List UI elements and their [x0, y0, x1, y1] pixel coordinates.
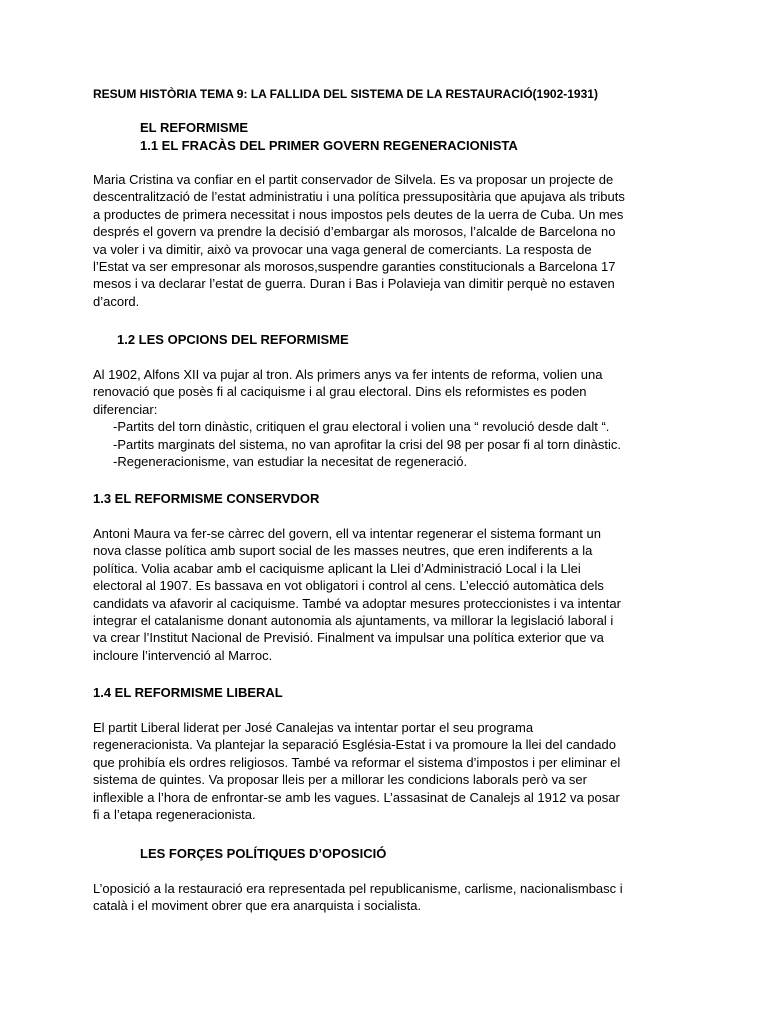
text-line: electoral al 1907. Es bassava en vot obligatori i control al cens. L’elecció automàtica dels — [93, 578, 604, 594]
section-heading-1-4: 1.4 EL REFORMISME LIBERAL — [93, 685, 283, 700]
text-line: mesos i va declarar l’estat de guerra. Duran i Bas i Polavieja van dimitir perquè no estaven — [93, 276, 615, 292]
text-line: Al 1902, Alfons XII va pujar al tron. Als primers anys va fer intents de reforma, volien una — [93, 367, 603, 382]
text-line: Maria Cristina va confiar en el partit conservador de Silvela. Es va proposar un projecte de — [93, 172, 614, 187]
paragraph-1-2 — [93, 366, 683, 470]
text-line: El partit Liberal liderat per José Canalejas va intentar portar el seu programa — [93, 720, 534, 735]
text-line: diferenciar: — [93, 401, 158, 417]
text-line: inflexible a l’hora de enfrontar-se amb les vagues. L’assasinat de Canalejs al 1912 va posar — [93, 789, 620, 805]
text-line: integrar el catalanisme donant autonomia als ajuntaments, va millorar la legislació laboral i — [93, 613, 614, 629]
text-line: que prohibía els ordres religiosos. També va reformar el sistema d’impostos i per eliminar el — [93, 754, 621, 770]
section-heading-reformisme: EL REFORMISME — [140, 120, 249, 135]
section-heading-1-3: 1.3 EL REFORMISME CONSERVDOR — [93, 491, 320, 506]
text-line: nova classe política amb suport social de les masses neutres, que eren indiferents a la — [93, 543, 593, 559]
text-line: incloure l’intervenció al Marroc. — [93, 647, 273, 663]
text-line: candidats va afavorir al caciquisme. També va adoptar mesures proteccionistes i va intentar — [93, 595, 621, 611]
section-heading-oposicio: LES FORÇES POLÍTIQUES D’OPOSICIÓ — [140, 846, 387, 861]
text-line: sistema de quintes. Va proposar lleis per a millorar les condicions laborals però va ser — [93, 772, 587, 788]
text-line: va crear l’Institut Nacional de Previsió. Finalment va impulsar una política exterior que va — [93, 630, 604, 646]
text-line: L’oposició a la restauració era representada pel republicanisme, carlisme, nacionalismbasc i — [93, 881, 623, 896]
text-line: regeneracionista. Va plantejar la separació Església-Estat i va promoure la llei del candado — [93, 737, 616, 753]
text-line: política. Volia acabar amb el caciquisme aplicant la Llei d’Administració Local i la Llei — [93, 560, 581, 576]
text-line: d’acord. — [93, 293, 140, 309]
list-item: -Regeneracionisme, van estudiar la necesitat de regeneració. — [113, 454, 468, 470]
paragraph-oposicio — [93, 880, 683, 915]
text-line: Antoni Maura va fer-se càrrec del govern, ell va intentar regenerar el sistema formant un — [93, 526, 601, 541]
paragraph-1-3 — [93, 525, 683, 664]
text-line: català i el moviment obrer que era anarquista i socialista. — [93, 898, 422, 914]
list-item: -Partits marginats del sistema, no van aprofitar la crisi del 98 per posar fi al torn dinàstic. — [113, 436, 621, 452]
paragraph-1-4 — [93, 719, 683, 823]
document-title: RESUM HISTÒRIA TEMA 9: LA FALLIDA DEL SISTEMA DE LA RESTAURACIÓ(1902-1931) — [93, 87, 598, 101]
paragraph-1-1 — [93, 171, 683, 310]
text-line: va voler i va dimitir, això va provocar una vaga general de comerciants. La resposta de — [93, 241, 592, 257]
text-line: fi a l’etapa regeneracionista. — [93, 807, 256, 823]
text-line: renovació que posès fi al caciquisme i al grau electoral. Dins els reformistes es poden — [93, 384, 587, 400]
text-line: descentralització de l’estat administratiu i una política pressupositària que apujava als tributs — [93, 189, 625, 205]
list-item: -Partits del torn dinàstic, critiquen el grau electoral i volien una “ revolució desde dalt “. — [113, 419, 610, 435]
text-line: a productes de primera necessitat i nous impostos pels deutes de la uerra de Cuba. Un mes — [93, 206, 624, 222]
section-heading-1-1: 1.1 EL FRACÀS DEL PRIMER GOVERN REGENERACIONISTA — [140, 138, 518, 153]
text-line: després el govern va prendre la decisió d’embargar als morosos, l’alcalde de Barcelona no — [93, 224, 616, 240]
section-heading-1-2: 1.2 LES OPCIONS DEL REFORMISME — [117, 332, 349, 347]
text-line: l’Estat va ser empresonar als morosos,suspendre garanties constitucionals a Barcelona 17 — [93, 259, 616, 275]
